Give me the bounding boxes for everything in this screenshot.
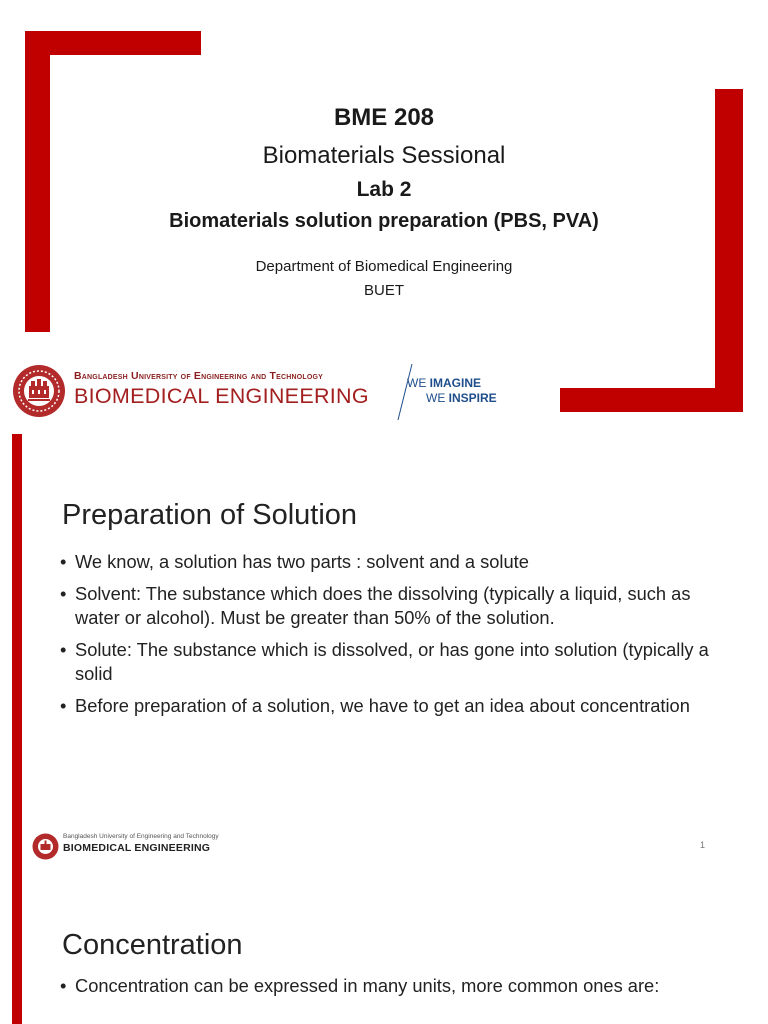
lab-number: Lab 2 bbox=[356, 178, 412, 201]
university-seal-icon bbox=[32, 833, 59, 860]
footer-department-name: BIOMEDICAL ENGINEERING bbox=[63, 842, 211, 854]
bullet-item: • Concentration can be expressed in many units, more common ones are: bbox=[60, 974, 720, 998]
course-code: BME 208 bbox=[333, 104, 435, 131]
bullet-item: • Before preparation of a solution, we have to get an idea about concentration bbox=[60, 694, 720, 718]
bullet-list bbox=[60, 550, 720, 726]
title-slide bbox=[0, 0, 768, 430]
concentration-slide bbox=[0, 870, 768, 1024]
university-abbrev: BUET bbox=[363, 282, 404, 299]
tagline-2-prefix: WE bbox=[426, 391, 449, 405]
page-number: 1 bbox=[700, 840, 706, 850]
bottom-right-bracket-vertical bbox=[715, 89, 743, 412]
logo-university-name: Bangladesh University of Engineering and Technology bbox=[74, 370, 323, 382]
tagline-1-prefix: WE bbox=[407, 376, 430, 390]
bottom-right-bracket-horizontal bbox=[560, 388, 743, 412]
top-left-bracket-horizontal bbox=[25, 31, 201, 55]
bullet-list bbox=[60, 974, 720, 1006]
logo-divider bbox=[395, 364, 415, 420]
accent-side-bar bbox=[12, 870, 22, 1024]
preparation-slide bbox=[0, 430, 768, 870]
bullet-item: • We know, a solution has two parts : solvent and a solute bbox=[60, 550, 720, 574]
logo-department-name: BIOMEDICAL ENGINEERING bbox=[74, 384, 369, 408]
bullet-item: • Solvent: The substance which does the dissolving (typically a liquid, such as water or alcohol). Must be greater than 50% of the solution. bbox=[60, 582, 720, 630]
lab-title: Biomaterials solution preparation (PBS, PVA) bbox=[169, 210, 599, 232]
slide-heading: Preparation of Solution bbox=[62, 499, 358, 532]
tagline-1-word: IMAGINE bbox=[429, 376, 482, 390]
university-logo-banner bbox=[12, 362, 512, 422]
accent-side-bar bbox=[12, 434, 22, 870]
tagline-inspire bbox=[426, 391, 497, 405]
footer-university-name: Bangladesh University of Engineering and Technology bbox=[63, 833, 219, 840]
department-name: Department of Biomedical Engineering bbox=[255, 258, 513, 275]
top-left-bracket-vertical bbox=[25, 31, 50, 332]
tagline-2-word: INSPIRE bbox=[448, 391, 497, 405]
slide-heading: Concentration bbox=[62, 929, 243, 962]
bullet-item: • Solute: The substance which is dissolved, or has gone into solution (typically a solid bbox=[60, 638, 720, 686]
footer-logo bbox=[32, 831, 232, 863]
course-name: Biomaterials Sessional bbox=[262, 142, 506, 169]
tagline-imagine bbox=[407, 376, 481, 390]
university-seal-icon bbox=[12, 364, 66, 418]
